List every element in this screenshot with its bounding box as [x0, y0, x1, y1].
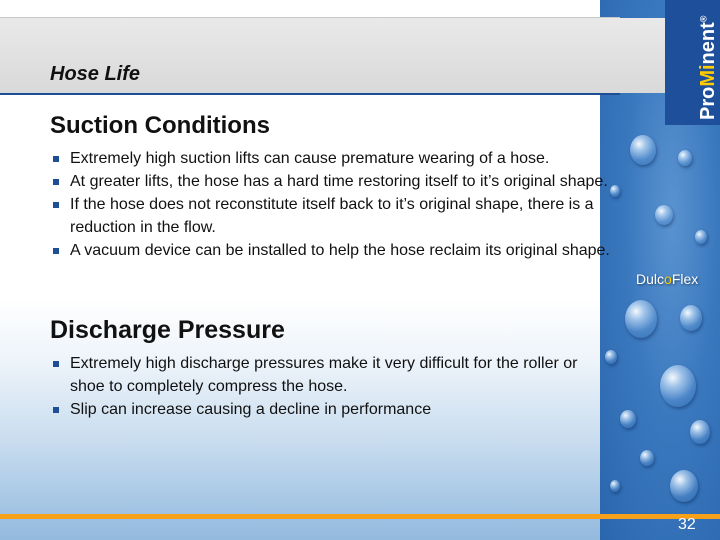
water-drop	[670, 470, 698, 502]
bullet-item: Slip can increase causing a decline in performance	[50, 398, 610, 421]
water-drop	[655, 205, 673, 225]
bullet-square-icon	[53, 179, 59, 185]
water-drop	[690, 420, 710, 444]
water-drop	[610, 185, 620, 197]
water-drop	[678, 150, 692, 166]
page-number: 32	[678, 516, 696, 533]
water-drop	[680, 305, 702, 331]
slide-title: Hose Life	[50, 63, 141, 85]
bullet-item: At greater lifts, the hose has a hard time restoring itself to it’s original shape.	[50, 170, 610, 193]
bullet-square-icon	[53, 156, 59, 162]
bullet-square-icon	[53, 361, 59, 367]
footer-bar	[0, 514, 720, 519]
water-drop	[695, 230, 707, 244]
water-drop	[630, 135, 656, 165]
dulcoflex-product-label: DulcoFlex	[636, 271, 699, 287]
section-heading-discharge: Discharge Pressure	[50, 316, 285, 344]
suction-bullet-list	[50, 147, 610, 262]
bullet-square-icon	[53, 202, 59, 208]
section-heading-suction: Suction Conditions	[50, 112, 270, 139]
water-drop	[640, 450, 654, 466]
bullet-item: A vacuum device can be installed to help the hose reclaim its original shape.	[50, 239, 610, 262]
bullet-item: Extremely high discharge pressures make it very difficult for the roller or shoe to completely compress the hose.	[50, 352, 610, 398]
water-drop	[620, 410, 636, 428]
water-drop	[610, 480, 620, 492]
prominent-logo-text: ProMinent®	[697, 15, 719, 120]
water-drop	[660, 365, 696, 407]
header-divider	[0, 93, 620, 95]
bullet-square-icon	[53, 407, 59, 413]
bullet-item: Extremely high suction lifts can cause premature wearing of a hose.	[50, 147, 610, 170]
bullet-item: If the hose does not reconstitute itself back to it’s original shape, there is a reduction in the flow.	[50, 193, 610, 239]
bullet-square-icon	[53, 248, 59, 254]
water-drop	[625, 300, 657, 338]
discharge-bullet-list	[50, 352, 610, 421]
